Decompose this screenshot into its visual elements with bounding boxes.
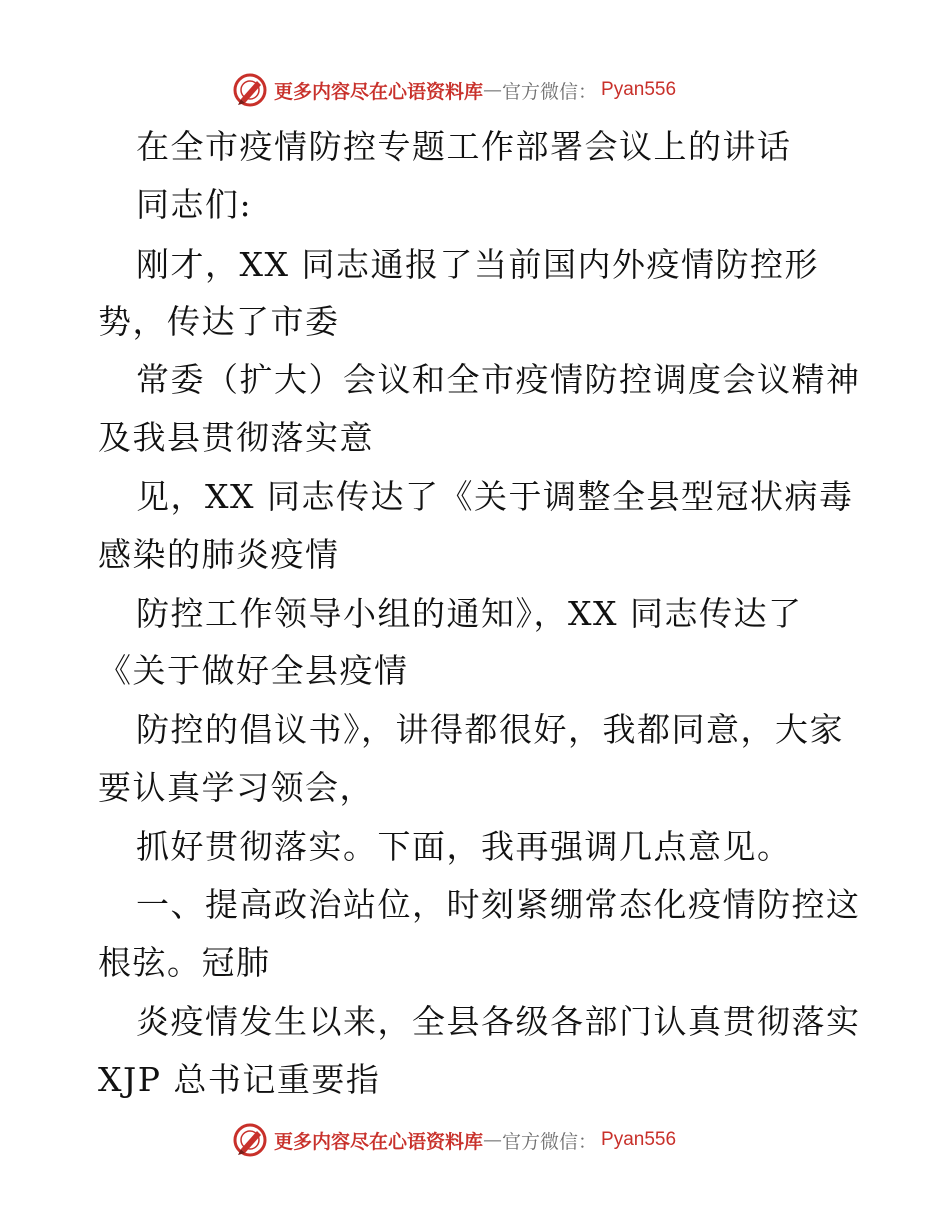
doc-line: 常委（扩大）会议和全市疫情防控调度会议精神 (136, 360, 861, 399)
doc-line: 防控工作领导小组的通知》，XX 同志传达了 (136, 594, 803, 633)
banner-dash: — (483, 79, 503, 101)
banner-wechat-label: 官方微信： (502, 1130, 598, 1153)
doc-line: 势，传达了市委 (98, 302, 340, 341)
banner-wechat-label: 官方微信： (502, 80, 598, 103)
banner-brand-text: 更多内容尽在心语资料库 (274, 80, 484, 103)
doc-line: 防控的倡议书》，讲得都很好，我都同意，大家 (136, 710, 844, 749)
banner-dash: — (483, 1129, 503, 1151)
doc-line: 《关于做好全县疫情 (98, 651, 409, 690)
footer-banner (232, 1120, 676, 1160)
banner-wechat-id: Pyan556 (601, 1129, 677, 1150)
doc-line: 根弦。冠肺 (98, 943, 271, 982)
doc-line: 抓好贯彻落实。下面，我再强调几点意见。 (136, 827, 792, 866)
doc-title: 在全市疫情防控专题工作部署会议上的讲话 (136, 127, 792, 166)
doc-section-heading: 一、提高政治站位，时刻紧绷常态化疫情防控这 (136, 885, 861, 924)
header-banner (232, 70, 676, 110)
doc-line: 刚才，XX 同志通报了当前国内外疫情防控形 (136, 245, 819, 284)
banner-brand-text: 更多内容尽在心语资料库 (274, 1130, 484, 1153)
banner-wechat-id: Pyan556 (601, 79, 677, 100)
doc-line: 见，XX 同志传达了《关于调整全县型冠状病毒 (136, 477, 854, 516)
doc-line: 感染的肺炎疫情 (98, 535, 340, 574)
doc-line: XJP 总书记重要指 (98, 1060, 381, 1099)
doc-line: 要认真学习领会， (98, 768, 374, 807)
pen-logo-icon (232, 72, 268, 108)
doc-line: 及我县贯彻落实意 (98, 418, 374, 457)
doc-line: 同志们: (136, 185, 253, 224)
pen-logo-icon (232, 1122, 268, 1158)
doc-line: 炎疫情发生以来，全县各级各部门认真贯彻落实 (136, 1002, 861, 1041)
